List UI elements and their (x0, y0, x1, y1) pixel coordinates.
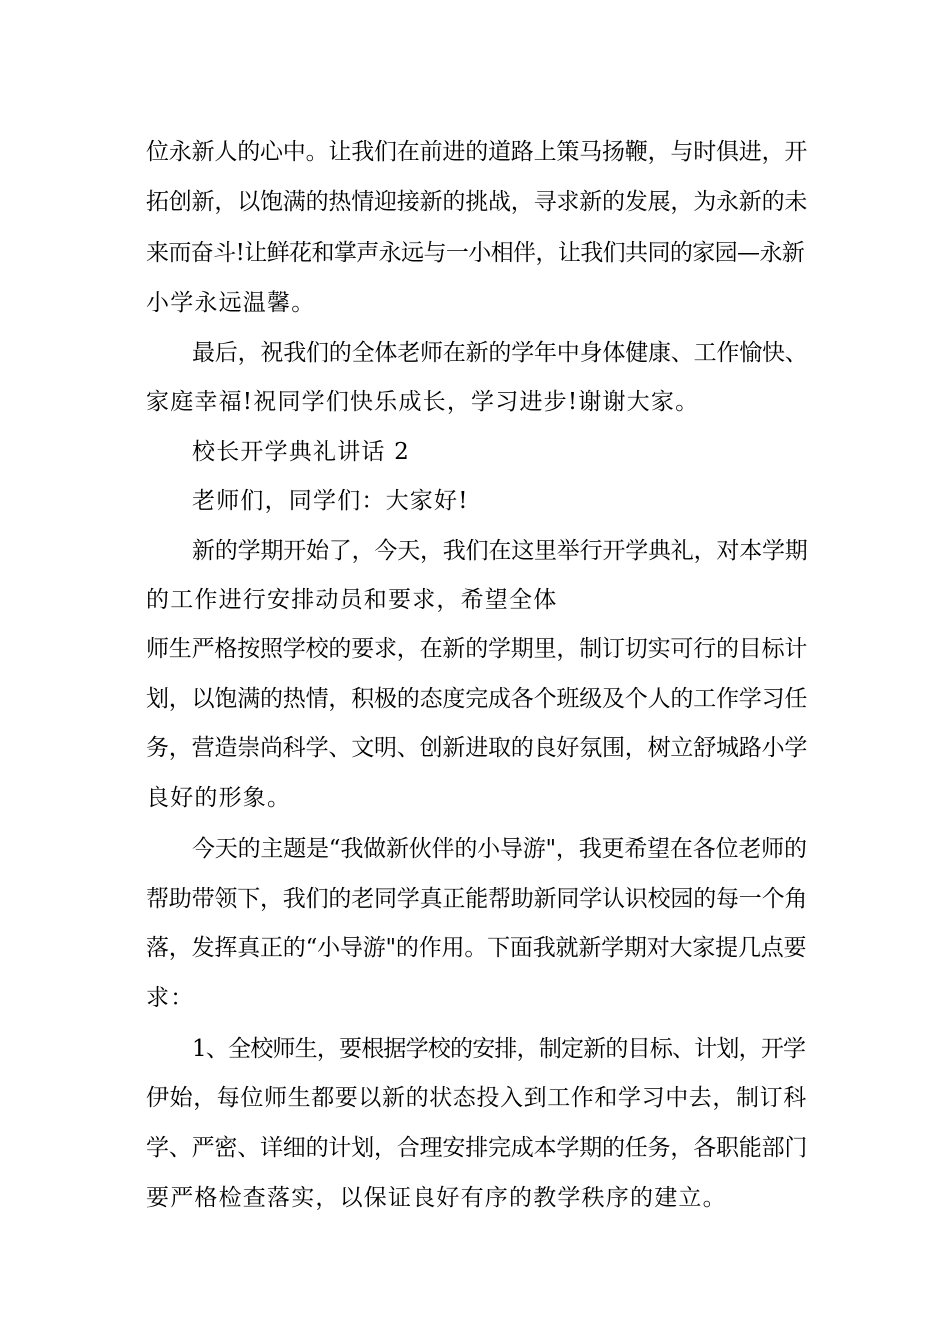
text-line: 划，以饱满的热情，积极的态度完成各个班级及个人的工作学习任 (146, 686, 808, 712)
text-line: 良好的形象。 (146, 785, 292, 811)
text-line: 家庭幸福!祝同学们快乐成长，学习进步!谢谢大家。 (146, 389, 700, 415)
text-line: 的工作进行安排动员和要求，希望全体 (146, 587, 558, 613)
text-line: 1、全校师生，要根据学校的安排，制定新的目标、计划，开学 (192, 1036, 806, 1062)
text-line: 学、严密、详细的计划，合理安排完成本学期的任务，各职能部门 (146, 1135, 808, 1161)
text-line: 位永新人的心中。让我们在前进的道路上策马扬鞭，与时俱进，开 (146, 139, 808, 165)
text-line: 务，营造崇尚科学、文明、创新进取的良好氛围，树立舒城路小学 (146, 735, 808, 761)
text-line: 来而奋斗!让鲜花和掌声永远与一小相伴，让我们共同的家园—永新 (146, 240, 805, 266)
salutation: 老师们，同学们：大家好! (192, 488, 469, 514)
text-line: 要严格检查落实，以保证良好有序的教学秩序的建立。 (146, 1185, 727, 1211)
text-line: 求： (146, 985, 195, 1011)
text-line: 帮助带领下，我们的老同学真正能帮助新同学认识校园的每一个角 (146, 886, 808, 912)
text-line: 伊始，每位师生都要以新的状态投入到工作和学习中去，制订科 (146, 1085, 807, 1111)
text-line: 落，发挥真正的“小导游"的作用。下面我就新学期对大家提几点要 (146, 935, 807, 961)
text-line: 拓创新，以饱满的热情迎接新的挑战，寻求新的发展，为永新的未 (146, 189, 808, 215)
text-line: 今天的主题是“我做新伙伴的小导游"，我更希望在各位老师的 (192, 836, 807, 862)
section-heading: 校长开学典礼讲话 2 (192, 439, 410, 465)
text-line: 师生严格按照学校的要求，在新的学期里，制订切实可行的目标计 (146, 636, 808, 662)
text-line: 最后，祝我们的全体老师在新的学年中身体健康、工作愉快、 (192, 340, 808, 366)
text-line: 小学永远温馨。 (146, 290, 316, 316)
text-line: 新的学期开始了，今天，我们在这里举行开学典礼，对本学期 (192, 538, 808, 564)
